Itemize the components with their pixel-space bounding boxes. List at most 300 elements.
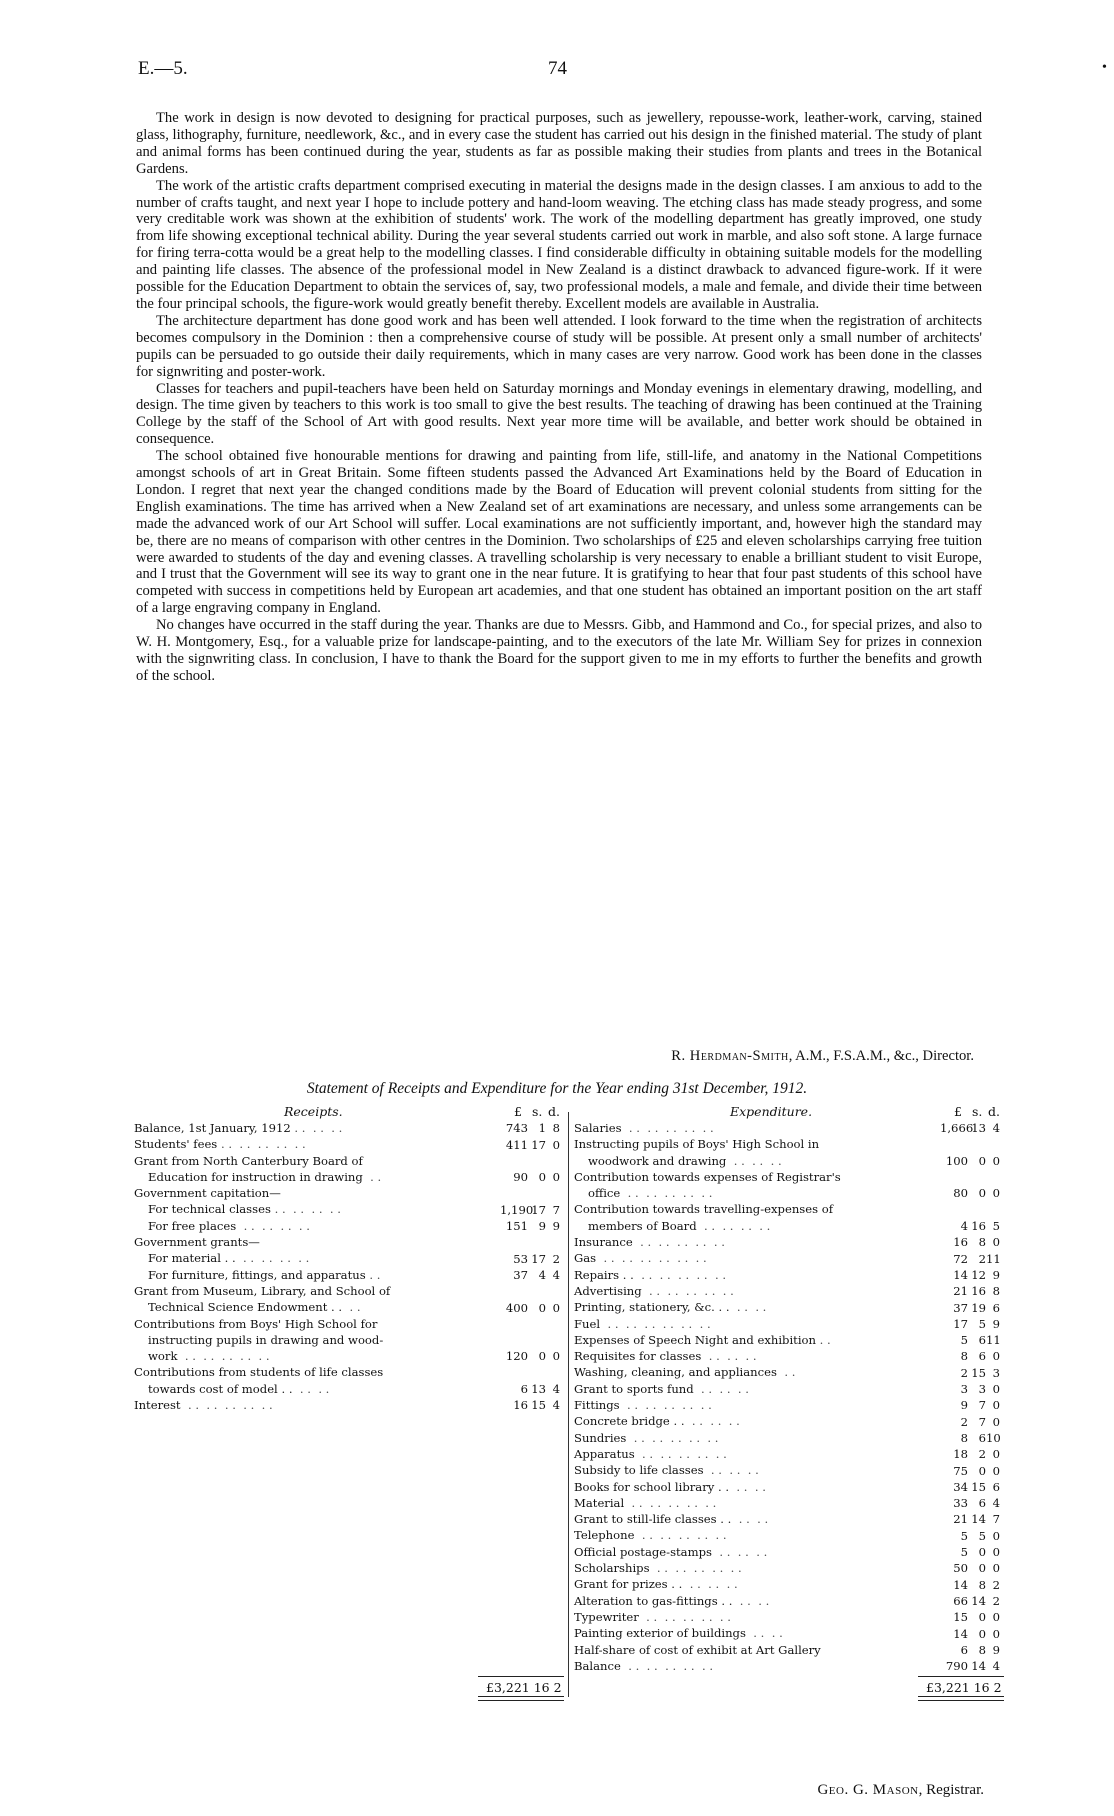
pence-cell: 2	[992, 1577, 1000, 1592]
shillings-cell: 0	[978, 1610, 986, 1625]
row-amount	[940, 1480, 1002, 1496]
receipts-column	[134, 1104, 562, 1414]
shillings-cell: 0	[538, 1300, 546, 1315]
row-label-text: Contributions from Boys' High School for	[134, 1316, 378, 1331]
table-row	[574, 1382, 1002, 1398]
pounds-cell: 34	[953, 1479, 968, 1494]
row-label-text: Telephone	[574, 1528, 635, 1543]
row-label-text: Advertising	[574, 1283, 642, 1298]
row-amount	[500, 1203, 562, 1219]
pence-cell: 9	[992, 1642, 1000, 1657]
pounds-cell: 14	[953, 1626, 968, 1641]
row-label	[574, 1365, 1002, 1379]
pence-cell: 0	[992, 1186, 1000, 1201]
table-row	[574, 1626, 1002, 1642]
row-label	[574, 1545, 1002, 1559]
leader-dots: . . . . . . . . . .	[634, 1528, 727, 1543]
pence-cell: 0	[992, 1528, 1000, 1543]
leader-dots: . . . . . . . . . . . .	[596, 1251, 707, 1266]
row-amount	[940, 1268, 1002, 1284]
pence-cell: 9	[992, 1267, 1000, 1282]
shillings-cell: 0	[538, 1349, 546, 1364]
row-amount	[500, 1349, 562, 1365]
pounds-unit: £	[954, 1104, 962, 1119]
table-row	[574, 1398, 1002, 1414]
pounds-cell: 790	[945, 1659, 968, 1674]
pounds-cell: 8	[960, 1430, 968, 1445]
shillings-cell: 2	[978, 1251, 986, 1266]
pounds-cell: 14	[953, 1267, 968, 1282]
pence-cell: 0	[552, 1300, 560, 1315]
table-row	[574, 1496, 1002, 1512]
leader-dots: . . . . . . . . . .	[626, 1430, 719, 1445]
receipts-rows	[134, 1121, 562, 1414]
row-amount	[940, 1284, 1002, 1300]
pounds-cell: 50	[953, 1561, 968, 1576]
row-label-text: Official postage-stamps	[574, 1544, 712, 1559]
leader-dots: . . . . . .	[726, 1153, 782, 1168]
pounds-cell: 37	[953, 1300, 968, 1315]
leader-dots: . .	[815, 1332, 831, 1347]
row-label	[574, 1577, 1002, 1591]
pence-cell: 4	[552, 1267, 560, 1282]
shillings-cell: 5	[978, 1528, 986, 1543]
row-label-text: office	[588, 1186, 621, 1201]
row-label-text: Education for instruction in drawing	[148, 1169, 363, 1184]
signature-name: R. Herdman-Smith	[671, 1048, 789, 1064]
table-row	[574, 1463, 1002, 1479]
row-amount	[500, 1366, 562, 1382]
pounds-cell: 16	[953, 1235, 968, 1250]
signature-title: , A.M., F.S.A.M., &c., Director.	[788, 1048, 974, 1064]
row-label-text: For free places	[148, 1218, 237, 1233]
column-divider	[568, 1112, 569, 1697]
row-amount	[500, 1301, 562, 1317]
table-row	[134, 1121, 562, 1137]
statement-title: Statement of Receipts and Expenditure for the Year ending 31st December, 1912.	[306, 1080, 808, 1097]
pounds-cell: 411	[505, 1137, 528, 1152]
row-label-text: Books for school library . .	[574, 1479, 730, 1494]
row-label	[134, 1186, 562, 1200]
pence-cell: 0	[992, 1463, 1000, 1478]
table-row	[574, 1154, 1002, 1170]
row-label-text: Material	[574, 1495, 625, 1510]
row-label-text: Gas	[574, 1251, 597, 1266]
pence-cell: 0	[992, 1561, 1000, 1576]
leader-dots: . .	[362, 1169, 382, 1184]
shillings-cell: 8	[978, 1642, 986, 1657]
shillings-cell: 7	[978, 1414, 986, 1429]
leader-dots: . . . .	[729, 1479, 766, 1494]
row-label	[134, 1137, 562, 1151]
paragraph: Classes for teachers and pupil-teachers have been held on Saturday mornings and Monday evenings in elementary drawing, modelling, and design. The time given by teachers to this work is too small to give the best results. The teaching of drawing has been continued at the Training College by the staff of the School of Art with good results. Next year more time will be available, and better work should be obtained in consequence.	[136, 380, 982, 448]
pence-cell: 7	[552, 1202, 560, 1217]
row-label	[574, 1561, 1002, 1575]
pence-cell: 0	[552, 1349, 560, 1364]
pence-cell: 0	[992, 1447, 1000, 1462]
margin-mark: •	[1102, 60, 1107, 75]
pence-cell: 2	[992, 1593, 1000, 1608]
row-amount	[940, 1529, 1002, 1545]
row-label-text: Fuel	[574, 1316, 601, 1331]
paragraph: The work in design is now devoted to designing for practical purposes, such as jewellery, repousse-work, leather-work, carving, stained glass, lithography, furniture, needlework, &c., and in every case the student has carried out his design in the finished material. The study of plant and animal forms has been continued during the year, students as far as possible making their studies from plants and trees in the Botanical Gardens.	[136, 110, 982, 177]
leader-dots: . . . .	[732, 1593, 770, 1608]
row-amount	[940, 1398, 1002, 1414]
pounds-cell: 37	[513, 1267, 528, 1282]
row-label-text: Half-share of cost of exhibit at Art Gallery	[574, 1642, 821, 1657]
shillings-cell: 13	[531, 1382, 546, 1397]
pounds-cell: 33	[953, 1496, 968, 1511]
row-label	[134, 1317, 562, 1331]
shillings-cell: 0	[978, 1463, 986, 1478]
row-label	[134, 1365, 562, 1379]
leader-dots: . . . .	[292, 1381, 330, 1396]
pounds-cell: 18	[953, 1447, 968, 1462]
row-label-text: instructing pupils in drawing and wood-	[148, 1332, 384, 1347]
table-row	[134, 1365, 562, 1381]
registrar-title: , Registrar.	[918, 1782, 984, 1798]
receipts-header	[134, 1104, 562, 1121]
table-row	[134, 1398, 562, 1414]
pence-cell: 0	[992, 1398, 1000, 1413]
row-amount	[500, 1398, 562, 1414]
pounds-cell: 5	[960, 1528, 968, 1543]
table-row	[574, 1170, 1002, 1186]
row-amount	[940, 1382, 1002, 1398]
pence-cell: 5	[992, 1219, 1000, 1234]
pence-cell: 11	[986, 1333, 1001, 1348]
table-row	[134, 1382, 562, 1398]
pence-cell: 4	[552, 1382, 560, 1397]
row-label-text: Subsidy to life classes	[574, 1463, 704, 1478]
shillings-cell: 3	[978, 1382, 986, 1397]
row-amount	[500, 1154, 562, 1170]
pounds-cell: 1,666	[940, 1121, 974, 1136]
row-label-text: Insurance	[574, 1235, 633, 1250]
shillings-cell: 17	[531, 1251, 546, 1266]
pence-cell: 9	[992, 1316, 1000, 1331]
table-row	[134, 1186, 562, 1202]
row-label-text: Washing, cleaning, and appliances	[574, 1365, 777, 1380]
shillings-cell: 4	[538, 1267, 546, 1282]
row-amount	[500, 1121, 562, 1137]
row-label	[574, 1121, 1002, 1135]
pounds-cell: 2	[960, 1414, 968, 1429]
shillings-cell: 17	[531, 1137, 546, 1152]
row-amount	[940, 1610, 1002, 1626]
row-label-text: Concrete bridge . .	[574, 1414, 685, 1429]
row-amount	[940, 1512, 1002, 1528]
row-label-text: Grant from Museum, Library, and School of	[134, 1283, 391, 1298]
registrar-name: Geo. G. Mason	[817, 1782, 919, 1798]
row-amount	[940, 1643, 1002, 1659]
pence-unit: d.	[988, 1104, 1000, 1119]
table-row	[574, 1365, 1002, 1381]
row-label-text: Typewriter	[574, 1609, 639, 1624]
pence-cell: 4	[552, 1398, 560, 1413]
pounds-cell: 6	[960, 1642, 968, 1657]
pounds-cell: 120	[505, 1349, 528, 1364]
table-row	[134, 1284, 562, 1300]
row-amount	[940, 1349, 1002, 1365]
pounds-cell: 90	[513, 1170, 528, 1185]
pounds-cell: 21	[953, 1284, 968, 1299]
shillings-cell: 7	[978, 1398, 986, 1413]
shillings-cell: 19	[971, 1300, 986, 1315]
row-label-text: Government capitation—	[134, 1186, 281, 1201]
leader-dots: . . . . . . . . . .	[621, 1121, 714, 1135]
pounds-cell: 21	[953, 1512, 968, 1527]
row-label-text: Technical Science Endowment . .	[148, 1300, 343, 1315]
row-amount	[940, 1301, 1002, 1317]
row-label-text: Repairs . .	[574, 1267, 634, 1282]
table-row	[574, 1268, 1002, 1284]
table-row	[574, 1235, 1002, 1251]
row-label	[574, 1202, 1002, 1216]
row-amount	[500, 1235, 562, 1251]
row-label	[574, 1496, 1002, 1510]
leader-dots: . . . . . . . . . .	[620, 1186, 713, 1201]
row-amount	[500, 1138, 562, 1154]
row-label	[574, 1317, 1002, 1331]
row-amount	[940, 1447, 1002, 1463]
leader-dots: . . . . . .	[701, 1349, 757, 1364]
pence-cell: 0	[992, 1626, 1000, 1641]
row-amount	[500, 1186, 562, 1202]
row-amount	[940, 1627, 1002, 1643]
shillings-cell: 15	[531, 1398, 546, 1413]
pence-cell: 6	[992, 1300, 1000, 1315]
leader-dots: . . . . . . . .	[235, 1251, 310, 1266]
table-row	[134, 1219, 562, 1235]
shillings-cell: 0	[978, 1545, 986, 1560]
pounds-cell: 53	[513, 1251, 528, 1266]
row-amount	[940, 1496, 1002, 1512]
row-label-text: For material . .	[148, 1251, 236, 1266]
row-amount	[940, 1415, 1002, 1431]
table-row	[574, 1528, 1002, 1544]
table-row	[134, 1154, 562, 1170]
shillings-cell: 15	[971, 1479, 986, 1494]
leader-dots: . . . .	[745, 1626, 783, 1641]
pounds-cell: 4	[960, 1219, 968, 1234]
leader-dots: . . . . . . . . . .	[624, 1495, 717, 1510]
row-label-text: Requisites for classes	[574, 1349, 702, 1364]
row-label	[574, 1349, 1002, 1363]
leader-dots: . . . . . . . . . .	[641, 1283, 734, 1298]
paragraph: The work of the artistic crafts department comprised executing in material the designs made in the design classes. I am anxious to add to the number of crafts taught, and next year I hope to include pottery and hand-loom weaving. The etching class has made steady progress, and some very creditable work was shown at the exhibition of students' work. The work of the modelling department has greatly improved, one study from life showing exceptional technical ability. During the year several students carried out work in marble, and also soft stone. A large furnace for firing terra-cotta would be a great help to the modelling classes. I find considerable difficulty in obtaining suitable models for the modelling and painting life classes. The absence of the professional model in New Zealand is a distinct drawback to advanced figure-work. If it were possible for the Education Department to obtain the services of, say, two professional models, a male and female, and divide their time between the four principal schools, the figure-work would greatly benefit thereby. Excellent models are available in Australia.	[136, 177, 982, 312]
row-label-text: Grant for prizes . .	[574, 1577, 683, 1592]
shillings-cell: 0	[978, 1153, 986, 1168]
leader-dots: . . . . . .	[290, 1121, 343, 1135]
leader-dots: . . . . . . . . . .	[634, 1446, 727, 1461]
leader-dots: . . . . . . . . . .	[177, 1349, 270, 1364]
table-row	[134, 1317, 562, 1333]
row-label-text: Painting exterior of buildings	[574, 1626, 746, 1641]
row-label	[574, 1284, 1002, 1298]
pounds-cell: 75	[953, 1463, 968, 1478]
leader-dots: . .	[365, 1267, 381, 1282]
shillings-cell: 14	[971, 1593, 986, 1608]
row-label	[574, 1235, 1002, 1249]
row-label-text: work	[148, 1349, 178, 1364]
row-label-text: Fittings	[574, 1398, 620, 1413]
row-label	[574, 1528, 1002, 1542]
table-row	[574, 1186, 1002, 1202]
leader-dots: . . . . . . . . . .	[619, 1398, 712, 1413]
pence-cell: 0	[992, 1235, 1000, 1250]
row-label-text: Alteration to gas-fittings . .	[574, 1593, 733, 1608]
pounds-cell: 6	[520, 1382, 528, 1397]
table-row	[574, 1414, 1002, 1430]
row-label-text: Instructing pupils of Boys' High School in	[574, 1137, 820, 1152]
row-label	[574, 1137, 1002, 1151]
pence-cell: 4	[992, 1121, 1000, 1136]
leader-dots: . . . . . . . . . .	[180, 1398, 273, 1413]
row-label	[574, 1480, 1002, 1494]
pounds-cell: 743	[505, 1121, 528, 1136]
row-amount	[940, 1154, 1002, 1170]
pounds-cell: 8	[960, 1349, 968, 1364]
table-row	[574, 1512, 1002, 1528]
row-amount	[940, 1333, 1002, 1349]
pence-cell: 8	[552, 1121, 560, 1136]
shillings-cell: 0	[978, 1561, 986, 1576]
leader-dots: . . . . . . . . . .	[620, 1658, 714, 1673]
leader-dots: . .	[776, 1365, 796, 1380]
row-label	[134, 1284, 562, 1298]
shillings-cell: 6	[978, 1333, 986, 1348]
receipts-total: £3,221 16 2	[486, 1680, 562, 1695]
pence-cell: 0	[992, 1382, 1000, 1397]
row-label-text: Scholarships	[574, 1561, 650, 1576]
pounds-cell: 14	[953, 1577, 968, 1592]
row-label-text: woodwork and drawing	[588, 1153, 727, 1168]
table-row	[134, 1137, 562, 1153]
expenditure-total: £3,221 16 2	[926, 1680, 1002, 1695]
page-number: 74	[548, 58, 567, 79]
table-row	[574, 1137, 1002, 1153]
row-label	[134, 1235, 562, 1249]
pence-cell: 0	[552, 1137, 560, 1152]
row-label-text: Students' fees	[134, 1137, 218, 1152]
page-ref: E.—5.	[138, 58, 188, 79]
row-amount	[500, 1252, 562, 1268]
row-label	[574, 1300, 1002, 1314]
pence-cell: 10	[986, 1430, 1001, 1445]
table-row	[134, 1170, 562, 1186]
table-row	[574, 1659, 1002, 1675]
table-row	[574, 1300, 1002, 1316]
pounds-cell: 5	[960, 1545, 968, 1560]
leader-dots: . . . . . . . . . . . .	[600, 1316, 711, 1331]
expenditure-total-double-rule	[918, 1696, 1004, 1701]
row-amount	[940, 1561, 1002, 1577]
table-row	[574, 1349, 1002, 1365]
pounds-cell: 72	[953, 1251, 968, 1266]
receipts-total-rule	[478, 1676, 564, 1677]
paragraph: The architecture department has done good work and has been well attended. I look forward to the time when the registration of architects becomes compulsory in the Dominion : then a comprehensive course of study will be possible. At present only a small number of architects' pupils can be persuaded to go outside their daily requirements, which in many cases are very narrow. Good work has been done in the classes for signwriting and poster-work.	[136, 312, 982, 380]
expenditure-rows	[574, 1121, 1002, 1675]
table-row	[134, 1268, 562, 1284]
pence-cell: 0	[552, 1170, 560, 1185]
table-row	[134, 1333, 562, 1349]
pence-cell: 0	[992, 1414, 1000, 1429]
pence-cell: 3	[992, 1365, 1000, 1380]
row-label-text: Interest	[134, 1398, 181, 1413]
shillings-cell: 0	[538, 1170, 546, 1185]
row-amount	[940, 1545, 1002, 1561]
pounds-cell: 1,190	[500, 1202, 534, 1217]
leader-dots: . . . . . .	[711, 1544, 768, 1559]
paragraph: No changes have occurred in the staff during the year. Thanks are due to Messrs. Gibb, and Hammond and Co., for special prizes, and also to W. H. Montgomery, Esq., for a valuable prize for landscape-painting, and to the executors of the late Mr. William Sey for prizes in connexion with the signwriting class. In conclusion, I have to thank the Board for the support given to me in my efforts to further the benefits and growth of the school.	[136, 617, 982, 684]
pounds-cell: 151	[505, 1219, 528, 1234]
row-label-text: towards cost of model . .	[148, 1381, 293, 1396]
shillings-cell: 13	[971, 1121, 986, 1136]
row-label-text: Apparatus	[574, 1446, 635, 1461]
table-row	[134, 1251, 562, 1267]
shillings-cell: 14	[971, 1659, 986, 1674]
row-label	[134, 1121, 562, 1135]
expenditure-column	[574, 1104, 1002, 1675]
paragraph: The school obtained five honourable mentions for drawing and painting from life, still-life, and anatomy in the National Competitions amongst schools of art in Great Britain. Some fifteen students passed the Advanced Art Examinations held by the Board of Education in London. I regret that next year the changed conditions made by the Board of Education will prevent colonial students from sitting for the English examinations. The time has arrived when a New Zealand set of art examinations are necessary, and unless some arrangements can be made the advanced work of our Art School will suffer. Local examinations are not sufficiently important, and, however high the standard may be, there are no means of comparison with other centres in the Dominion. Two scholarships of £25 and eleven scholarships carrying free tuition were awarded to students of the day and evening classes. A travelling scholarship is very necessary to enable a brilliant student to visit Europe, and I trust that the Government will see its way to grant one in the near future. It is gratifying to hear that four past students of this school have competed with success in competitions held by European art academies, and that one student has obtained an important position on the art staff of a large engraving company in England.	[136, 448, 982, 617]
row-amount	[940, 1366, 1002, 1382]
row-label-text: Contribution towards travelling-expenses of	[574, 1202, 834, 1217]
row-label-text: For furniture, fittings, and apparatus	[148, 1267, 366, 1282]
table-row	[134, 1349, 562, 1365]
pence-cell: 4	[992, 1659, 1000, 1674]
report-body	[136, 110, 982, 685]
row-label-text: Contribution towards expenses of Registrar's	[574, 1169, 841, 1184]
leader-dots: . . . .	[731, 1512, 769, 1527]
leader-dots: . . . .	[729, 1300, 767, 1315]
shillings-cell: 14	[971, 1512, 986, 1527]
row-amount	[500, 1219, 562, 1235]
row-label-text: Printing, stationery, &c. . .	[574, 1300, 730, 1315]
row-amount	[940, 1186, 1002, 1202]
row-amount	[500, 1284, 562, 1300]
pounds-cell: 5	[960, 1333, 968, 1348]
leader-dots: . . . . . . . .	[236, 1218, 310, 1233]
shillings-cell: 1	[538, 1121, 546, 1136]
receipts-total-double-rule	[478, 1696, 564, 1701]
row-label	[574, 1512, 1002, 1526]
row-label	[574, 1594, 1002, 1608]
row-label	[574, 1414, 1002, 1428]
shillings-cell: 0	[978, 1626, 986, 1641]
table-row	[574, 1643, 1002, 1659]
expenditure-header	[574, 1104, 1002, 1121]
table-row	[574, 1577, 1002, 1593]
row-label	[574, 1626, 1002, 1640]
row-amount	[500, 1170, 562, 1186]
leader-dots: . . . . . .	[703, 1463, 759, 1478]
row-label	[134, 1398, 562, 1412]
leader-dots: . . . . . . . .	[270, 1202, 341, 1217]
row-label	[574, 1170, 1002, 1184]
leader-dots: . . . . . . . . . .	[217, 1137, 306, 1152]
shillings-cell: 6	[978, 1349, 986, 1364]
pence-cell: 8	[992, 1284, 1000, 1299]
pounds-cell: 3	[960, 1382, 968, 1397]
leader-dots: . . . . . .	[684, 1414, 740, 1429]
table-row	[134, 1202, 562, 1218]
shillings-cell: 15	[971, 1365, 986, 1380]
expenditure-caption: Expenditure.	[730, 1104, 813, 1119]
pounds-cell: 80	[953, 1186, 968, 1201]
row-amount	[940, 1203, 1002, 1219]
row-label-text: Expenses of Speech Night and exhibition	[574, 1332, 816, 1347]
